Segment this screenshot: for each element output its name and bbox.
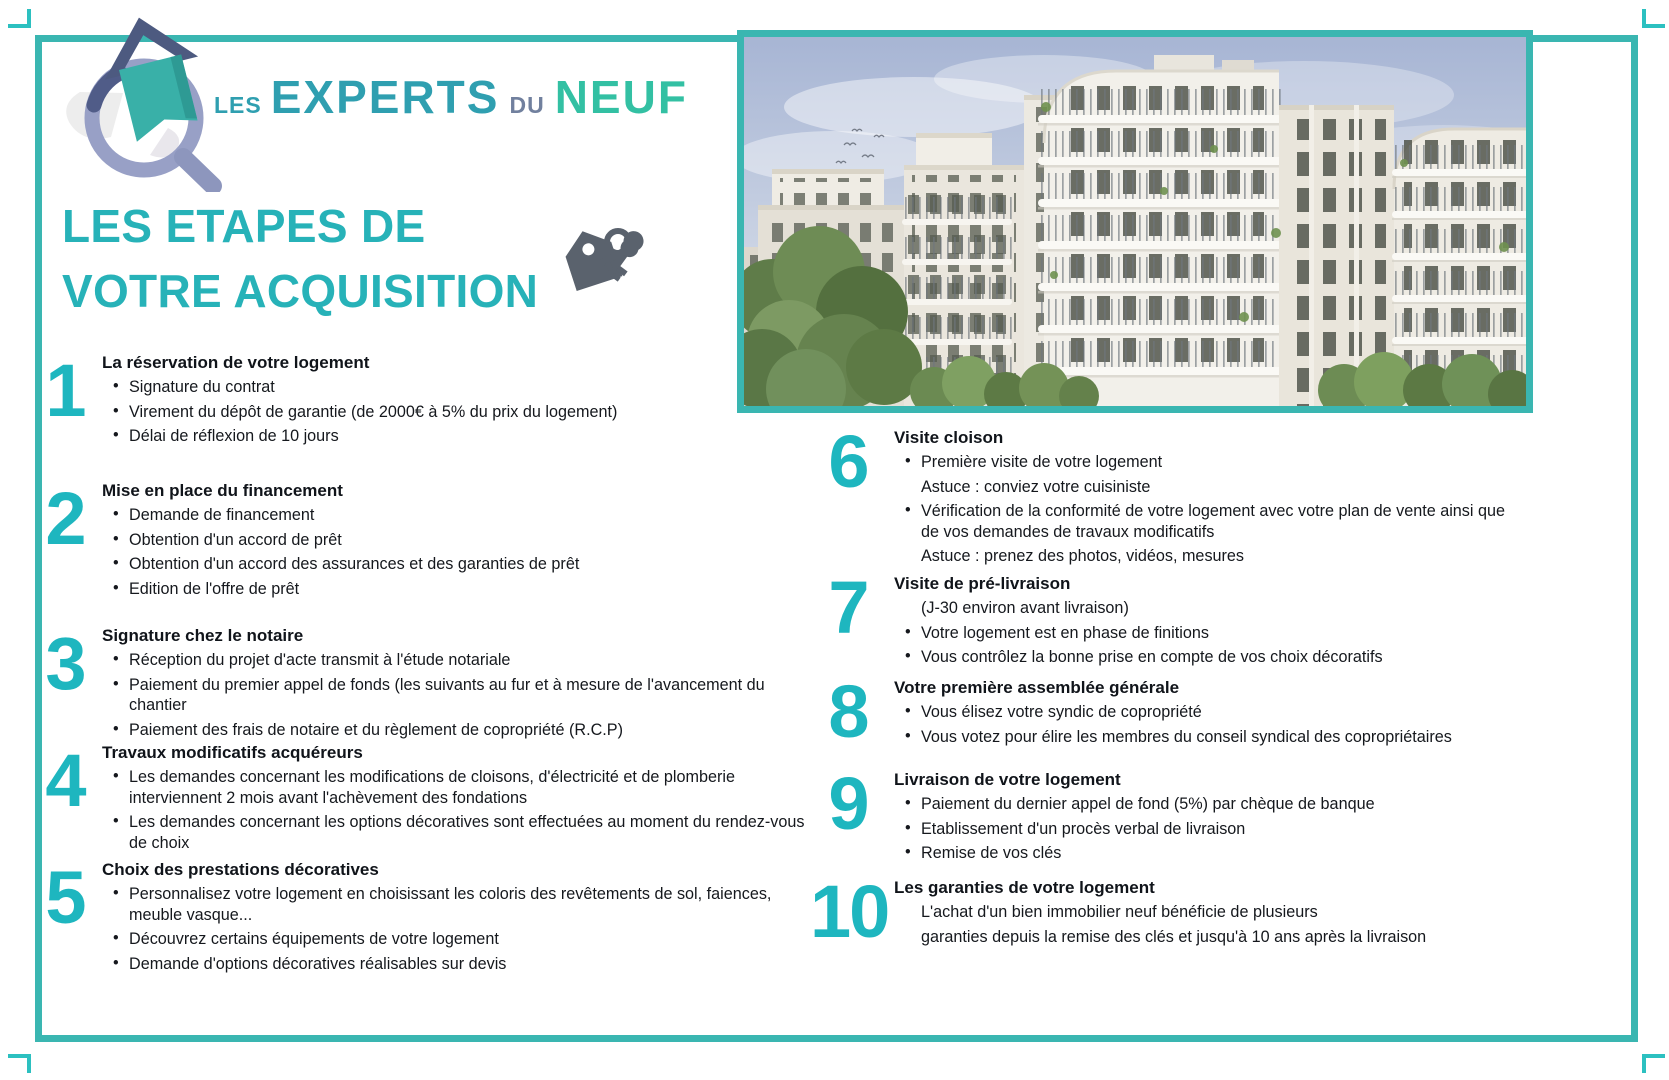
page-title-line1: LES ETAPES DE bbox=[62, 200, 426, 252]
step-5-number: 5 bbox=[45, 856, 85, 939]
step-2-item: • Demande de financement bbox=[102, 505, 808, 525]
step-2-item: • Obtention d'un accord des assurances et des garanties de prêt bbox=[102, 554, 808, 574]
brand-word-neuf: NEUF bbox=[554, 71, 688, 123]
step-10 bbox=[810, 870, 1510, 953]
step-6-note: Astuce : prenez des photos, vidéos, mesures bbox=[921, 547, 1245, 566]
step-9-number: 9 bbox=[828, 762, 868, 845]
step-10-note: garanties depuis la remise des clés et jusqu'à 10 ans après la livraison bbox=[921, 927, 1427, 946]
page-title-line2: VOTRE ACQUISITION bbox=[62, 265, 539, 318]
brand-wordmark bbox=[214, 70, 688, 124]
house-keys-icon bbox=[556, 216, 674, 309]
step-3 bbox=[36, 622, 808, 740]
brand-word-du: DU bbox=[509, 92, 545, 118]
step-5-item: • Demande d'options décoratives réalisables sur devis bbox=[102, 954, 808, 974]
step-6-item: • Première visite de votre logement bbox=[894, 452, 1510, 472]
corner-mark-bottom-right bbox=[1642, 1054, 1665, 1073]
step-7-item: • Vous contrôlez la bonne prise en compte de vos choix décoratifs bbox=[894, 647, 1510, 667]
step-10-note: L'achat d'un bien immobilier neuf bénéficie de plusieurs bbox=[921, 903, 1318, 922]
page-title bbox=[62, 194, 538, 325]
step-9 bbox=[810, 762, 1510, 864]
step-6-number: 6 bbox=[828, 420, 868, 503]
step-2-number: 2 bbox=[45, 477, 85, 560]
step-7 bbox=[810, 566, 1510, 668]
step-5-item: • Découvrez certains équipements de votre logement bbox=[102, 929, 808, 949]
step-2-item: • Edition de l'offre de prêt bbox=[102, 579, 808, 599]
step-5-item: • Personnalisez votre logement en choisissant les coloris des revêtements de sol, faiences, meuble vasque... bbox=[102, 884, 808, 925]
step-4-number: 4 bbox=[45, 739, 85, 822]
step-8-item: • Vous élisez votre syndic de copropriété bbox=[894, 702, 1510, 722]
step-3-item: • Paiement du premier appel de fonds (les suivants au fur et à mesure de l'avancement du chantier bbox=[102, 675, 808, 716]
step-1-title: La réservation de votre logement bbox=[102, 353, 370, 372]
house-magnifier-logo-icon bbox=[52, 0, 222, 197]
step-9-item: • Remise de vos clés bbox=[894, 843, 1510, 863]
step-7-item: • Votre logement est en phase de finitions bbox=[894, 623, 1510, 643]
step-8-number: 8 bbox=[828, 670, 868, 753]
corner-mark-bottom-left bbox=[8, 1054, 31, 1073]
step-6 bbox=[810, 420, 1510, 566]
step-1-item: • Virement du dépôt de garantie (de 2000€ à 5% du prix du logement) bbox=[102, 402, 808, 422]
step-4-title: Travaux modificatifs acquéreurs bbox=[102, 743, 363, 762]
step-9-title: Livraison de votre logement bbox=[894, 770, 1121, 789]
step-3-number: 3 bbox=[45, 622, 85, 705]
step-10-title: Les garanties de votre logement bbox=[894, 878, 1155, 897]
step-5-title: Choix des prestations décoratives bbox=[102, 860, 379, 879]
step-6-item: • Vérification de la conformité de votre logement avec votre plan de vente ainsi que de vos demandes de travaux modificatifs bbox=[894, 501, 1510, 542]
step-5 bbox=[36, 856, 808, 974]
step-10-number: 10 bbox=[810, 870, 889, 953]
step-6-note: Astuce : conviez votre cuisiniste bbox=[921, 477, 1151, 496]
step-7-number: 7 bbox=[828, 566, 868, 649]
step-8-item: • Vous votez pour élire les membres du conseil syndical des copropriétaires bbox=[894, 727, 1510, 747]
brand-word-experts: EXPERTS bbox=[270, 71, 500, 123]
step-7-title: Visite de pré-livraison bbox=[894, 574, 1071, 593]
step-1-item: • Signature du contrat bbox=[102, 377, 808, 397]
step-2-item: • Obtention d'un accord de prêt bbox=[102, 530, 808, 550]
step-3-item: • Paiement des frais de notaire et du règlement de copropriété (R.C.P) bbox=[102, 720, 808, 740]
step-4-item: • Les demandes concernant les modifications de cloisons, d'électricité et de plomberie interviennent 2 mois avant l'achèvement des fondations bbox=[102, 767, 808, 808]
step-4-item: • Les demandes concernant les options décoratives sont effectuées au moment du rendez-vous de choix bbox=[102, 812, 808, 853]
step-3-item: • Réception du projet d'acte transmit à l'étude notariale bbox=[102, 650, 808, 670]
corner-mark-top-left bbox=[8, 9, 31, 28]
brand-word-les: LES bbox=[214, 92, 262, 118]
step-1-item: • Délai de réflexion de 10 jours bbox=[102, 426, 808, 446]
step-7-note: (J-30 environ avant livraison) bbox=[921, 599, 1129, 618]
step-1-number: 1 bbox=[45, 349, 85, 432]
step-1 bbox=[36, 349, 808, 447]
building-photo bbox=[737, 30, 1533, 413]
step-9-item: • Paiement du dernier appel de fond (5%) par chèque de banque bbox=[894, 794, 1510, 814]
step-3-title: Signature chez le notaire bbox=[102, 626, 304, 645]
corner-mark-top-right bbox=[1642, 9, 1665, 28]
step-2-title: Mise en place du financement bbox=[102, 481, 343, 500]
step-9-item: • Etablissement d'un procès verbal de livraison bbox=[894, 819, 1510, 839]
step-4 bbox=[36, 739, 808, 853]
step-8-title: Votre première assemblée générale bbox=[894, 678, 1180, 697]
step-2 bbox=[36, 477, 808, 599]
step-6-title: Visite cloison bbox=[894, 428, 1004, 447]
step-8 bbox=[810, 670, 1510, 753]
